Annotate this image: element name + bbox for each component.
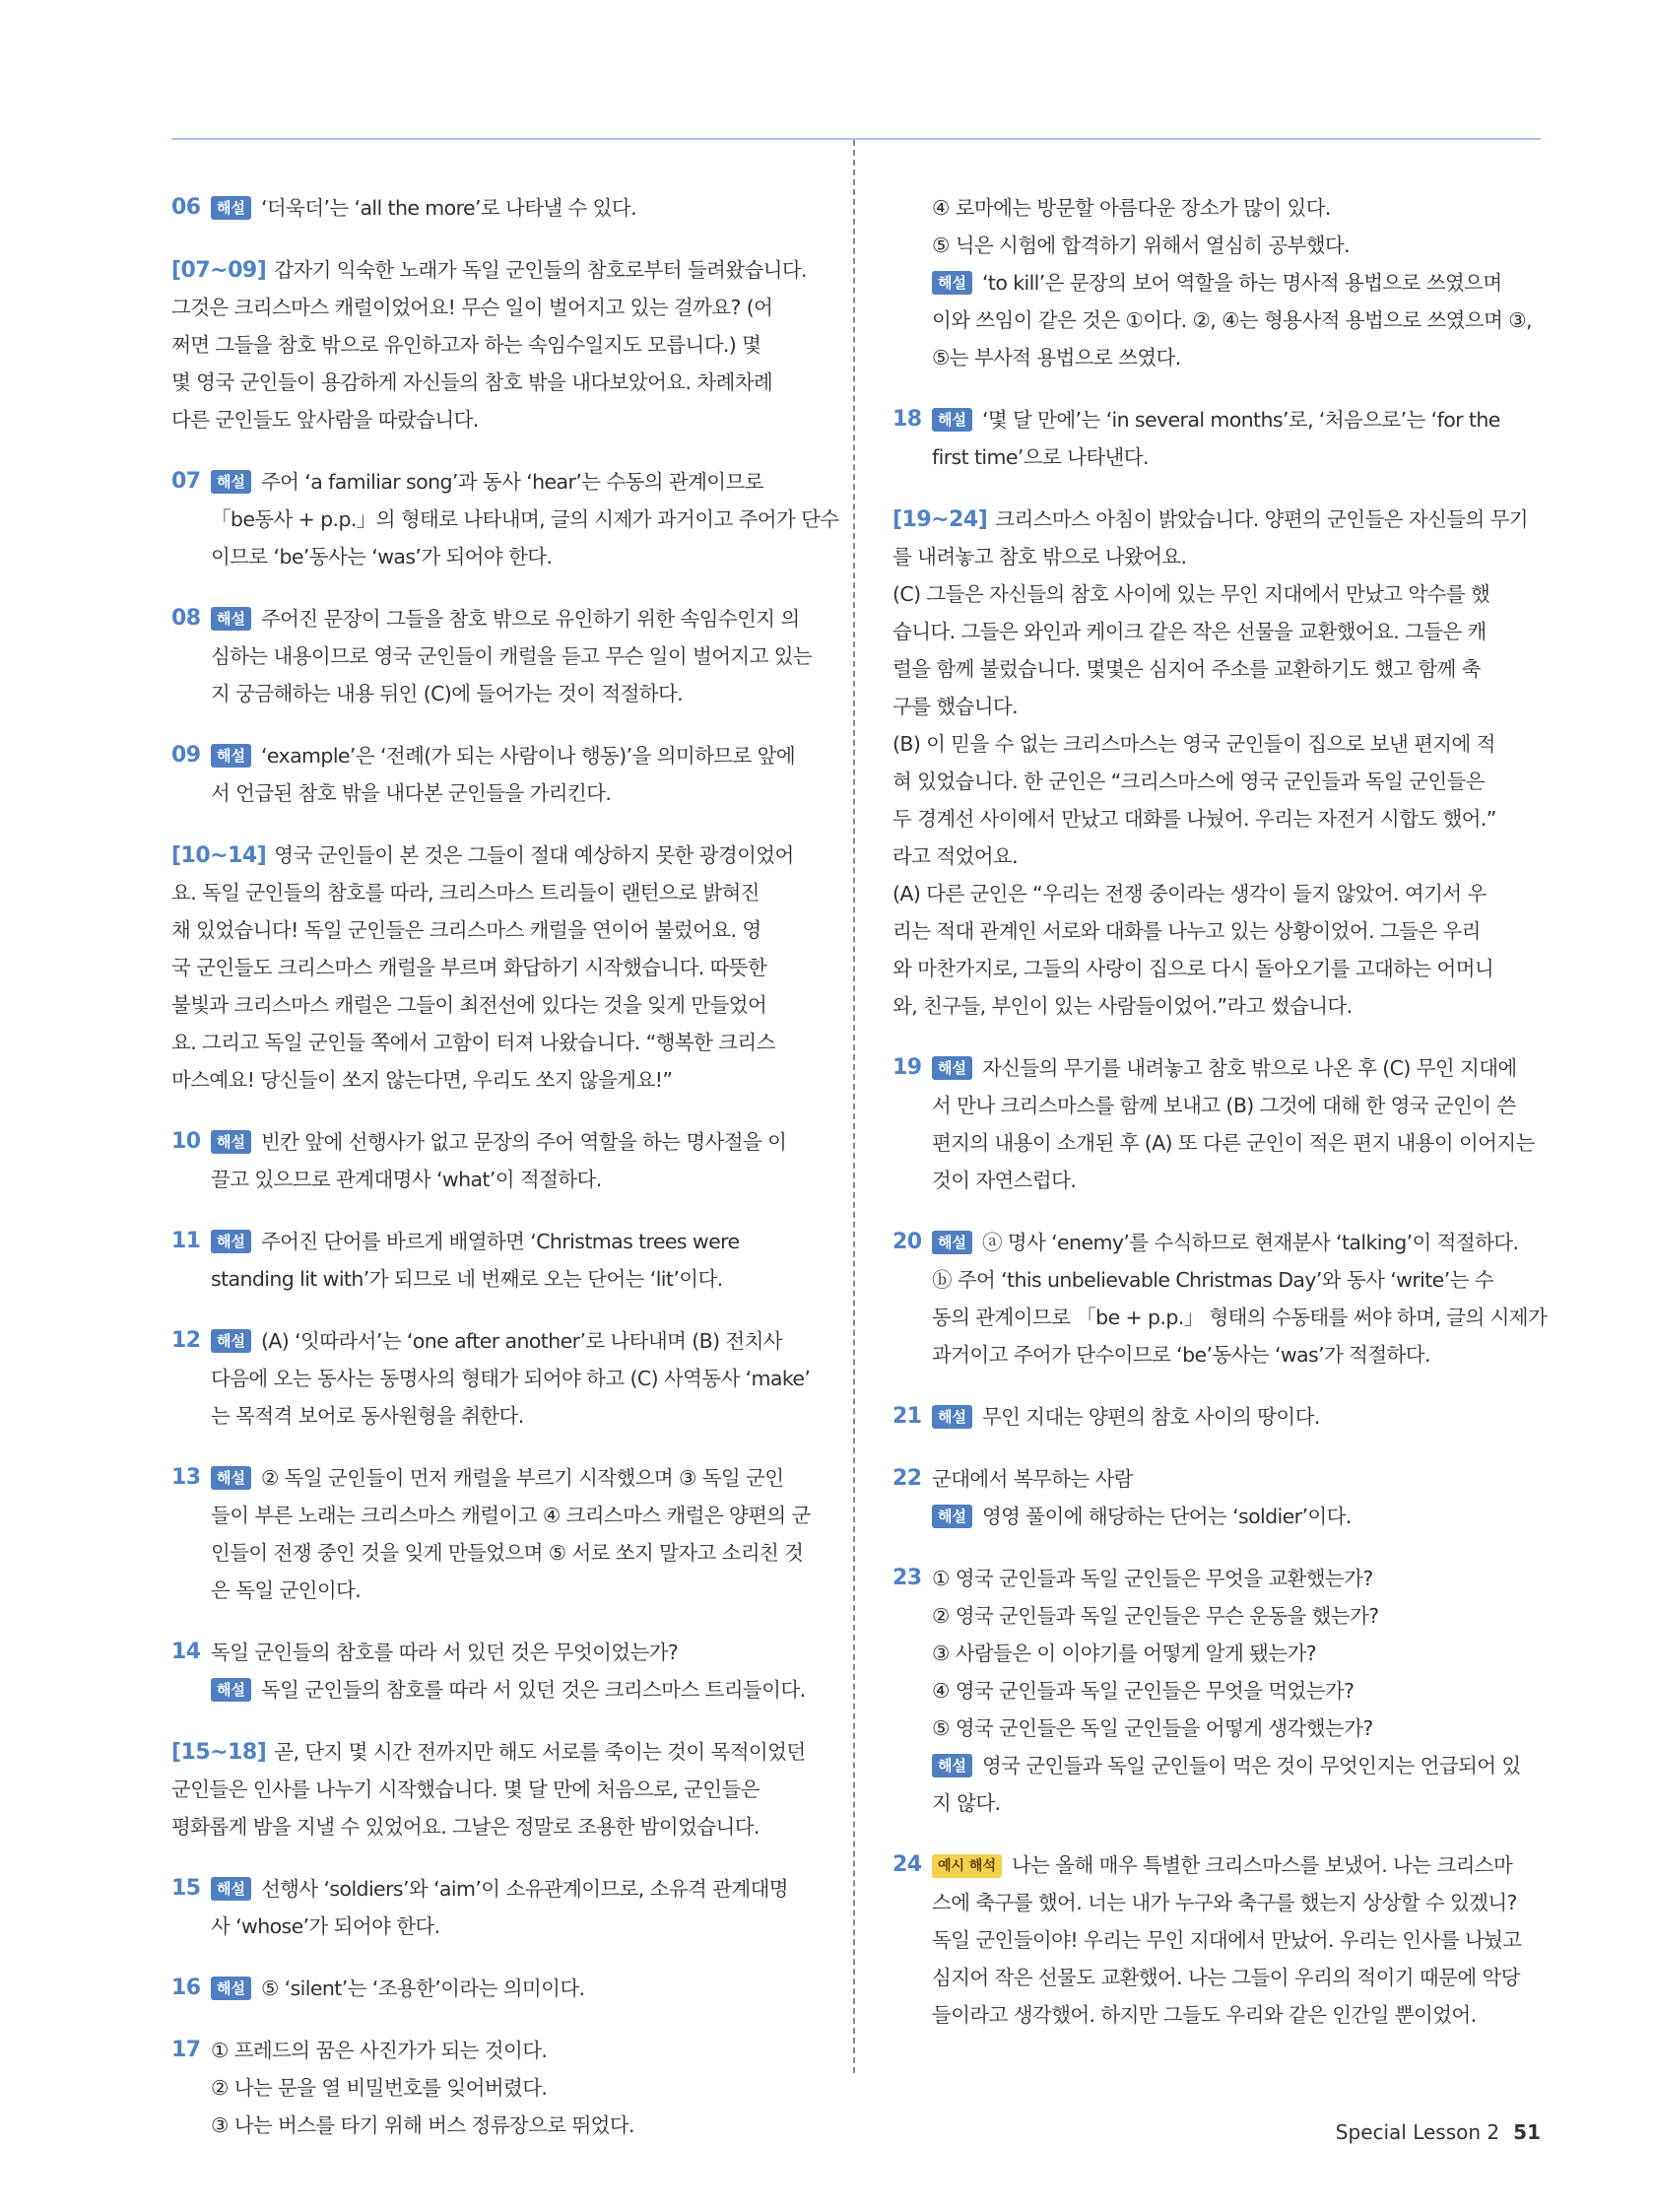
item-number: 13 xyxy=(171,1465,201,1490)
line-text: ⑤ 닉은 시험에 합격하기 위해서 열심히 공부했다. xyxy=(932,234,1351,257)
line-text: 럴을 함께 불렀습니다. 몇몇은 심지어 주소를 교환하기도 했고 함께 축 xyxy=(893,657,1481,681)
item-number: 14 xyxy=(171,1640,201,1664)
line-text: 인들이 전쟁 중인 것을 잊게 만들었으며 ⑤ 서로 쏘지 말자고 소리친 것 xyxy=(211,1541,804,1565)
text-line xyxy=(211,1322,818,1360)
text-line xyxy=(211,600,818,637)
text-line xyxy=(211,1161,818,1198)
answer-item xyxy=(171,837,818,1099)
explanation-tag: 해설 xyxy=(211,607,251,631)
line-text: ② 독일 군인들이 먼저 캐럴을 부르기 시작했으며 ③ 독일 군인 xyxy=(260,1466,784,1490)
line-text: 심하는 내용이므로 영국 군인들이 캐럴을 듣고 무슨 일이 벌어지고 있는 xyxy=(211,644,813,668)
line-text: 독일 군인들의 참호를 따라 서 있던 것은 크리스마스 트리들이다. xyxy=(260,1678,806,1702)
answer-item xyxy=(171,251,818,438)
item-number: 17 xyxy=(171,2038,201,2062)
answer-item xyxy=(171,1123,818,1198)
line-text: ⓐ 명사 ‘enemy’를 수식하므로 현재분사 ‘talking’이 적절하다. xyxy=(981,1231,1519,1254)
text-line xyxy=(932,1299,1548,1336)
line-text: 편지의 내용이 소개된 후 (A) 또 다른 군인이 적은 편지 내용이 이어지는 xyxy=(932,1131,1535,1155)
line-text: 끌고 있으므로 관계대명사 ‘what’이 적절하다. xyxy=(211,1168,602,1191)
text-line xyxy=(171,1733,818,1771)
line-text: ⑤는 부사적 용법으로 쓰였다. xyxy=(932,346,1181,369)
text-line xyxy=(893,875,1543,912)
text-line xyxy=(211,1634,818,1671)
line-text: 빈칸 앞에 선행사가 없고 문장의 주어 역할을 하는 명사절을 이 xyxy=(260,1130,787,1154)
text-line xyxy=(932,227,1543,264)
text-line xyxy=(171,986,818,1024)
text-line xyxy=(932,1747,1543,1784)
text-line xyxy=(211,675,818,712)
item-number: 21 xyxy=(893,1404,922,1429)
text-line xyxy=(211,538,818,575)
text-line xyxy=(932,1261,1543,1299)
text-line xyxy=(893,800,1543,838)
column-divider xyxy=(853,140,855,2073)
text-line xyxy=(171,837,818,874)
line-text: 무인 지대는 양편의 참호 사이의 땅이다. xyxy=(981,1405,1320,1429)
text-line xyxy=(171,289,818,326)
text-line xyxy=(211,1671,818,1709)
explanation-tag: 해설 xyxy=(211,1678,251,1702)
line-text: 서 만나 크리스마스를 함께 보내고 (B) 그것에 대해 한 영국 군인이 쓴 xyxy=(932,1094,1516,1117)
text-line xyxy=(211,774,818,812)
text-line xyxy=(171,1024,818,1061)
line-text: 독일 군인들의 참호를 따라 서 있던 것은 무엇이었는가? xyxy=(211,1641,679,1664)
line-text: 자신들의 무기를 내려놓고 참호 밖으로 나온 후 (C) 무인 지대에 xyxy=(981,1056,1517,1080)
explanation-tag: 해설 xyxy=(211,744,251,768)
text-line xyxy=(893,763,1543,800)
answer-item xyxy=(893,1560,1543,1822)
item-number: 22 xyxy=(893,1466,922,1491)
explanation-tag: 해설 xyxy=(932,1405,972,1429)
item-number: 18 xyxy=(893,407,922,432)
text-line xyxy=(932,1921,1543,1959)
line-text: standing lit with’가 되므로 네 번째로 오는 단어는 ‘lit’이다. xyxy=(211,1267,723,1291)
text-line xyxy=(932,1336,1543,1374)
line-text: 서 언급된 참호 밖을 내다본 군인들을 가리킨다. xyxy=(211,781,612,805)
line-text: 나는 올해 매우 특별한 크리스마스를 보냈어. 나는 크리스마 xyxy=(1011,1853,1513,1877)
header-rule xyxy=(171,138,1541,140)
text-line xyxy=(893,501,1543,538)
text-line xyxy=(893,838,1543,875)
answer-item xyxy=(893,1224,1548,1374)
text-line xyxy=(932,1846,1543,1884)
answer-item xyxy=(171,2032,818,2144)
answer-item xyxy=(893,1846,1543,2034)
line-text: ⑤ ‘silent’는 ‘조용한’이라는 의미이다. xyxy=(260,1977,585,2000)
line-text: (C) 그들은 자신들의 참호 사이에 있는 무인 지대에서 만났고 악수를 했 xyxy=(893,582,1490,606)
line-text: ‘더욱더’는 ‘all the more’로 나타낼 수 있다. xyxy=(260,196,636,220)
line-text: 영영 풀이에 해당하는 단어는 ‘soldier’이다. xyxy=(981,1505,1352,1528)
text-line xyxy=(171,1808,818,1845)
text-line xyxy=(211,1397,818,1435)
explanation-tag: 해설 xyxy=(211,1329,251,1353)
text-line xyxy=(171,949,818,986)
text-line xyxy=(932,1460,1543,1498)
text-line xyxy=(211,2069,818,2107)
line-text: 주어 ‘a familiar song’과 동사 ‘hear’는 수동의 관계이므로 xyxy=(260,470,763,494)
text-line xyxy=(932,1049,1543,1087)
answer-item xyxy=(171,1459,818,1609)
text-line xyxy=(932,1635,1543,1672)
item-number: 10 xyxy=(171,1129,201,1154)
text-line xyxy=(932,264,1543,302)
line-text: 은 독일 군인이다. xyxy=(211,1578,362,1602)
text-line xyxy=(211,1908,818,1945)
text-line xyxy=(893,725,1543,763)
item-number: 09 xyxy=(171,743,201,768)
line-text: 평화롭게 밤을 지낼 수 있었어요. 그날은 정말로 조용한 밤이었습니다. xyxy=(171,1815,760,1839)
page-footer xyxy=(1310,2120,1541,2144)
text-line xyxy=(211,1870,818,1908)
text-line xyxy=(211,1360,818,1397)
line-text: ② 영국 군인들과 독일 군인들은 무슨 운동을 했는가? xyxy=(932,1604,1379,1628)
line-text: 국 군인들도 크리스마스 캐럴을 부르며 화답하기 시작했습니다. 따뜻한 xyxy=(171,956,767,979)
line-text: 지 않다. xyxy=(932,1791,1001,1815)
text-line xyxy=(932,189,1543,227)
line-text: 요. 그리고 독일 군인들 쪽에서 고함이 터져 나왔습니다. “행복한 크리스 xyxy=(171,1031,775,1054)
line-text: 몇 영국 군인들이 용감하게 자신들의 참호 밖을 내다보았어요. 차례차례 xyxy=(171,370,773,394)
text-line xyxy=(893,650,1543,688)
text-line xyxy=(893,538,1543,575)
line-text: first time’으로 나타낸다. xyxy=(932,445,1149,469)
line-text: 것이 자연스럽다. xyxy=(932,1169,1077,1192)
text-line xyxy=(893,575,1543,613)
explanation-tag: 해설 xyxy=(932,1231,972,1254)
explanation-tag: 해설 xyxy=(211,1977,251,2000)
text-line xyxy=(932,1784,1543,1822)
line-text: 이므로 ‘be’동사는 ‘was’가 되어야 한다. xyxy=(211,545,553,569)
line-text: 과거이고 주어가 단수이므로 ‘be’동사는 ‘was’가 적절하다. xyxy=(932,1343,1430,1367)
explanation-tag: 해설 xyxy=(932,1505,972,1528)
text-line xyxy=(932,401,1543,438)
text-line xyxy=(211,1970,818,2007)
text-line xyxy=(171,874,818,911)
line-text: (B) 이 믿을 수 없는 크리스마스는 영국 군인들이 집으로 보낸 편지에 적 xyxy=(893,732,1495,756)
text-line xyxy=(171,326,818,364)
line-text: 영국 군인들이 본 것은 그들이 절대 예상하지 못한 광경이었어 xyxy=(274,843,794,867)
text-line xyxy=(171,911,818,949)
line-text: ‘몇 달 만에’는 ‘in several months’로, ‘처음으로’는 ‘for the xyxy=(981,408,1500,432)
line-text: 요. 독일 군인들의 참호를 따라, 크리스마스 트리들이 랜턴으로 밝혀진 xyxy=(171,881,760,905)
text-line xyxy=(932,438,1543,476)
answer-item xyxy=(893,1460,1543,1535)
lesson-title: Special Lesson 2 xyxy=(1335,2120,1500,2144)
text-line xyxy=(211,737,818,774)
line-text: 지 궁금해하는 내용 뒤인 (C)에 들어가는 것이 적절하다. xyxy=(211,682,684,705)
answer-item xyxy=(171,600,818,712)
explanation-tag: 해설 xyxy=(932,271,972,295)
line-text: 혀 있었습니다. 한 군인은 “크리스마스에 영국 군인들과 독일 군인들은 xyxy=(893,770,1485,793)
text-line xyxy=(932,1124,1543,1162)
text-line xyxy=(932,1884,1543,1921)
line-text: 와, 친구들, 부인이 있는 사람들이었어.”라고 썼습니다. xyxy=(893,994,1353,1018)
answer-item xyxy=(171,1634,818,1709)
line-text: 곧, 단지 몇 시간 전까지만 해도 서로를 죽이는 것이 목적이었던 xyxy=(274,1740,806,1764)
answer-item xyxy=(171,463,839,575)
text-line xyxy=(932,1498,1543,1535)
answer-item xyxy=(171,737,818,812)
explanation-tag: 해설 xyxy=(211,196,251,220)
line-text: 쩌면 그들을 참호 밖으로 유인하고자 하는 속임수일지도 모릅니다.) 몇 xyxy=(171,333,761,357)
item-number: 23 xyxy=(893,1566,922,1590)
item-number: 24 xyxy=(893,1852,922,1877)
answer-item xyxy=(893,189,1543,376)
line-text: 구를 했습니다. xyxy=(893,695,1019,718)
text-line xyxy=(211,1223,818,1260)
text-line xyxy=(932,1996,1543,2034)
line-text: 이와 쓰임이 같은 것은 ①이다. ②, ④는 형용사적 용법으로 쓰였으며 ③, xyxy=(932,308,1532,332)
text-line xyxy=(211,189,818,227)
line-text: 선행사 ‘soldiers’와 ‘aim’이 소유관계이므로, 소유격 관계대명 xyxy=(260,1877,788,1901)
line-text: 습니다. 그들은 와인과 케이크 같은 작은 선물을 교환했어요. 그들은 캐 xyxy=(893,620,1487,643)
line-text: 리는 적대 관계인 서로와 대화를 나누고 있는 상황이었어. 그들은 우리 xyxy=(893,919,1481,943)
text-line xyxy=(893,613,1543,650)
line-text: 군대에서 복무하는 사람 xyxy=(932,1467,1133,1491)
passage-range: [10~14] xyxy=(171,843,267,868)
line-text: 사 ‘whose’가 되어야 한다. xyxy=(211,1914,440,1938)
text-line xyxy=(932,1560,1543,1597)
left-column xyxy=(171,189,839,2169)
explanation-tag: 해설 xyxy=(932,1754,972,1777)
line-text: (A) ‘잇따라서’는 ‘one after another’로 나타내며 (B) 전치사 xyxy=(260,1329,782,1353)
text-line xyxy=(932,1162,1543,1199)
line-text: 마스예요! 당신들이 쏘지 않는다면, 우리도 쏘지 않을게요!” xyxy=(171,1068,673,1092)
item-number: 08 xyxy=(171,606,201,631)
text-line xyxy=(893,950,1543,987)
explanation-tag: 해설 xyxy=(932,408,972,432)
answer-item xyxy=(893,501,1543,1025)
line-text: (A) 다른 군인은 “우리는 전쟁 중이라는 생각이 들지 않았어. 여기서 우 xyxy=(893,882,1487,905)
text-line xyxy=(171,1061,818,1099)
answer-item xyxy=(171,1970,818,2007)
line-text: ‘to kill’은 문장의 보어 역할을 하는 명사적 용법으로 쓰였으며 xyxy=(981,271,1502,295)
text-line xyxy=(171,1771,818,1808)
line-text: ‘example’은 ‘전례(가 되는 사람이나 행동)’을 의미하므로 앞에 xyxy=(260,744,796,768)
text-line xyxy=(211,1534,818,1572)
text-line xyxy=(211,637,818,675)
text-line xyxy=(893,912,1543,950)
line-text: 주어진 문장이 그들을 참호 밖으로 유인하기 위한 속임수인지 의 xyxy=(260,607,800,631)
text-line xyxy=(932,339,1543,376)
explanation-tag: 해설 xyxy=(932,1056,972,1080)
answer-item xyxy=(893,401,1543,476)
text-line xyxy=(932,1087,1543,1124)
text-line xyxy=(932,1597,1543,1635)
answer-item xyxy=(171,189,818,227)
line-text: 크리스마스 아침이 밝았습니다. 양편의 군인들은 자신들의 무기 xyxy=(995,507,1528,531)
text-line xyxy=(932,1672,1543,1709)
line-text: 심지어 작은 선물도 교환했어. 나는 그들이 우리의 적이기 때문에 악당 xyxy=(932,1966,1520,1989)
explanation-tag: 해설 xyxy=(211,1877,251,1901)
line-text: 동의 관계이므로 「be + p.p.」 형태의 수동태를 써야 하며, 글의 시제가 xyxy=(932,1306,1548,1329)
line-text: ① 영국 군인들과 독일 군인들은 무엇을 교환했는가? xyxy=(932,1567,1373,1590)
line-text: 라고 적었어요. xyxy=(893,844,1019,868)
line-text: 군인들은 인사를 나누기 시작했습니다. 몇 달 만에 처음으로, 군인들은 xyxy=(171,1777,760,1801)
item-number: 19 xyxy=(893,1055,922,1080)
text-line xyxy=(171,401,818,438)
line-text: ⓑ 주어 ‘this unbelievable Christmas Day’와 동사 ‘write’는 수 xyxy=(932,1268,1493,1292)
text-line xyxy=(171,251,818,289)
line-text: 독일 군인들이야! 우리는 무인 지대에서 만났어. 우리는 인사를 나눴고 xyxy=(932,1928,1522,1952)
explanation-tag: 해설 xyxy=(211,470,251,494)
line-text: 들이 부른 노래는 크리스마스 캐럴이고 ④ 크리스마스 캐럴은 양편의 군 xyxy=(211,1504,811,1527)
item-number: 06 xyxy=(171,195,201,220)
item-number: 07 xyxy=(171,469,201,494)
text-line xyxy=(211,2107,818,2144)
line-text: 영국 군인들과 독일 군인들이 먹은 것이 무엇인지는 언급되어 있 xyxy=(981,1754,1521,1777)
text-line xyxy=(211,2032,818,2069)
line-text: 는 목적격 보어로 동사원형을 취한다. xyxy=(211,1404,524,1428)
explanation-tag: 해설 xyxy=(211,1466,251,1490)
answer-item xyxy=(171,1870,818,1945)
text-line xyxy=(211,1123,818,1161)
answer-item xyxy=(893,1049,1543,1199)
explanation-tag: 해설 xyxy=(211,1230,251,1253)
line-text: 스에 축구를 했어. 너는 내가 누구와 축구를 했는지 상상할 수 있겠니? xyxy=(932,1891,1517,1914)
passage-range: [19~24] xyxy=(893,507,988,532)
line-text: 들이라고 생각했어. 하지만 그들도 우리와 같은 인간일 뿐이었어. xyxy=(932,2003,1477,2027)
text-line xyxy=(932,1959,1543,1996)
text-line xyxy=(211,1497,818,1534)
line-text: ④ 영국 군인들과 독일 군인들은 무엇을 먹었는가? xyxy=(932,1679,1355,1703)
line-text: 채 있었습니다! 독일 군인들은 크리스마스 캐럴을 연이어 불렀어요. 영 xyxy=(171,918,761,942)
line-text: ③ 나는 버스를 타기 위해 버스 정류장으로 뛰었다. xyxy=(211,2113,634,2137)
item-number: 15 xyxy=(171,1876,201,1901)
answer-item xyxy=(171,1223,818,1298)
line-text: ① 프레드의 꿈은 사진가가 되는 것이다. xyxy=(211,2039,548,2062)
line-text: 다른 군인들도 앞사람을 따랐습니다. xyxy=(171,408,479,432)
line-text: 불빛과 크리스마스 캐럴은 그들이 최전선에 있다는 것을 잊게 만들었어 xyxy=(171,993,767,1017)
text-line xyxy=(893,987,1543,1025)
passage-range: [07~09] xyxy=(171,258,267,283)
line-text: 와 마찬가지로, 그들의 사랑이 집으로 다시 돌아오기를 고대하는 어머니 xyxy=(893,957,1494,980)
item-number: 16 xyxy=(171,1976,201,2000)
text-line xyxy=(211,1459,818,1497)
text-line xyxy=(932,1398,1543,1436)
right-column xyxy=(893,189,1548,2058)
text-line xyxy=(211,463,818,501)
explanation-tag: 해설 xyxy=(211,1130,251,1154)
item-number: 20 xyxy=(893,1230,922,1254)
line-text: 그것은 크리스마스 캐럴이었어요! 무슨 일이 벌어지고 있는 걸까요? (어 xyxy=(171,296,773,319)
passage-range: [15~18] xyxy=(171,1740,267,1765)
line-text: 두 경계선 사이에서 만났고 대화를 나눴어. 우리는 자전거 시합도 했어.” xyxy=(893,807,1496,831)
item-number: 12 xyxy=(171,1328,201,1353)
text-line xyxy=(893,688,1543,725)
answer-item xyxy=(171,1322,818,1435)
text-line xyxy=(932,1224,1543,1261)
item-number: 11 xyxy=(171,1229,201,1253)
line-text: 갑자기 익숙한 노래가 독일 군인들의 참호로부터 들려왔습니다. xyxy=(274,258,807,282)
text-line xyxy=(211,1572,818,1609)
line-text: 주어진 단어를 바르게 배열하면 ‘Christmas trees were xyxy=(260,1230,740,1253)
text-line xyxy=(171,364,818,401)
answer-item xyxy=(171,1733,818,1845)
line-text: ② 나는 문을 열 비밀번호를 잊어버렸다. xyxy=(211,2076,548,2100)
text-line xyxy=(932,302,1543,339)
line-text: ④ 로마에는 방문할 아름다운 장소가 많이 있다. xyxy=(932,196,1331,220)
answer-item xyxy=(893,1398,1543,1436)
explanation-tag: 예시 해석 xyxy=(932,1854,1002,1878)
line-text: ⑤ 영국 군인들은 독일 군인들을 어떻게 생각했는가? xyxy=(932,1716,1373,1740)
line-text: 를 내려놓고 참호 밖으로 나왔어요. xyxy=(893,545,1187,569)
text-line xyxy=(932,1709,1543,1747)
page-number: 51 xyxy=(1513,2120,1541,2144)
line-text: 「be동사 + p.p.」의 형태로 나타내며, 글의 시제가 과거이고 주어가 단수 xyxy=(211,507,839,531)
text-line xyxy=(211,1260,818,1298)
line-text: 다음에 오는 동사는 동명사의 형태가 되어야 하고 (C) 사역동사 ‘make’ xyxy=(211,1367,811,1390)
text-line xyxy=(211,501,839,538)
line-text: ③ 사람들은 이 이야기를 어떻게 알게 됐는가? xyxy=(932,1642,1317,1665)
